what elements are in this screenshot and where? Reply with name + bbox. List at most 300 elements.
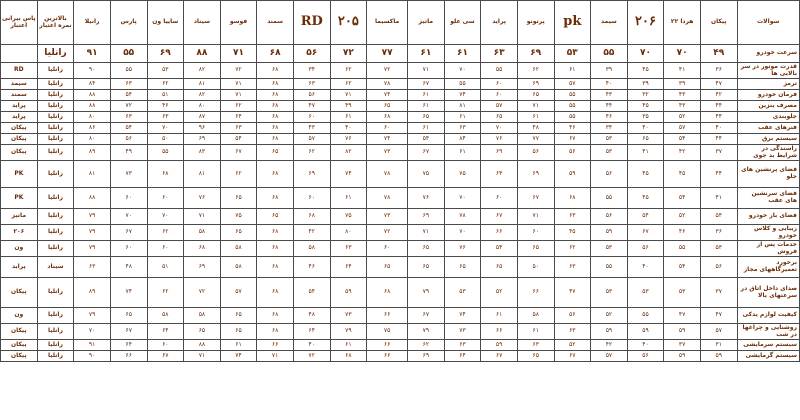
column-header: پارس [110,1,147,45]
cell-value: ۵۳ [554,45,591,63]
cell-value: ۶۵ [257,145,294,161]
best-car-cell: پراید [1,101,38,112]
cell-value: ۷۱ [257,351,294,362]
top-values-row [1,45,800,63]
cell-value: ۴۹ [330,101,367,112]
cell-value: ۳۹ [664,79,701,90]
cell-value: ۵۶ [700,257,737,278]
cell-value: ۶۹ [184,257,221,278]
cell-value: ۷۹ [408,278,445,308]
cell-value: ۶۵ [517,351,554,362]
cell-value: ۶۱ [408,101,445,112]
cell-value: ۷۲ [184,278,221,308]
cell-value: ۵۴ [700,209,737,225]
cell-value: ۵۴ [627,209,664,225]
cell-value: ۴۳ [664,101,701,112]
cell-value: ۶۸ [257,308,294,324]
cell-value: ۵۹ [627,324,664,340]
cell-value: رانلیا [37,225,74,241]
cell-value: ۴۱ [700,188,737,209]
cell-value: ۷۰ [444,225,481,241]
cell-value: ۴۸ [110,257,147,278]
cell-value: ۶۷ [408,308,445,324]
cell-value: ۶۱ [408,123,445,134]
header-row [1,1,800,45]
cell-value: ۷۹ [74,241,111,257]
cell-value: ۶۳ [444,123,481,134]
cell-value: ۷۸ [444,209,481,225]
cell-value: ۵۴ [220,134,257,145]
cell-value: ۶۹ [517,79,554,90]
cell-value: ۴۰ [330,123,367,134]
cell-value: ۳۴ [293,63,330,79]
column-header: پاس بیرانی اعتبار [1,1,38,45]
cell-value: ۶۷ [554,351,591,362]
cell-value: ۶۹ [481,145,518,161]
row-label: کیفیت لوازم یدکی [737,308,799,324]
column-header: پراید [481,1,518,45]
cell-value: ۴۵ [627,188,664,209]
cell-value: ۴۲ [664,145,701,161]
cell-value: ۷۳ [367,145,408,161]
cell-value: ۶۰ [147,241,184,257]
cell-value: ۸۲ [184,63,221,79]
cell-value: ۴۶ [554,123,591,134]
cell-value: ۳۷ [664,340,701,351]
cell-value: ۵۷ [481,101,518,112]
cell-value: ۵۴ [481,241,518,257]
cell-value: ۶۵ [444,257,481,278]
cell-value: ۶۲ [147,225,184,241]
cell-value: ۶۳ [147,112,184,123]
cell-value: ۶۵ [627,134,664,145]
cell-value [1,45,38,63]
cell-value: ۵۶ [627,241,664,257]
row-label: صدای داخل اتاق در سرعتهای بالا [737,278,799,308]
cell-value: ۷۴ [220,351,257,362]
cell-value: ۴۲ [591,340,628,351]
cell-value: ۷۰ [147,209,184,225]
cell-value: ۵۴ [110,123,147,134]
cell-value: ۵۴ [110,90,147,101]
cell-value: ۶۳ [444,340,481,351]
cell-value: ۵۳ [591,145,628,161]
cell-value: ۹۱ [74,45,111,63]
cell-value: ۵۵ [554,101,591,112]
cell-value: ۵۷ [554,79,591,90]
column-header: سی علو [444,1,481,45]
cell-value: ۷۳ [110,161,147,188]
cell-value: ۵۲ [481,278,518,308]
cell-value: ۴۸ [293,308,330,324]
cell-value: رانلیا [37,63,74,79]
cell-value: ۸۲ [184,90,221,101]
table-row [1,63,800,79]
cell-value: ۸۰ [74,134,111,145]
cell-value: ۶۵ [110,308,147,324]
cell-value: ۷۰ [481,123,518,134]
cell-value: ۵۳ [700,241,737,257]
cell-value: ۶۲ [147,278,184,308]
column-header: ماتیز [408,1,445,45]
cell-value: ۷۵ [444,161,481,188]
cell-value: ۵۶ [591,209,628,225]
cell-value: ۷۲ [110,101,147,112]
cell-value: ۶۳ [293,79,330,90]
cell-value: ۶۷ [408,145,445,161]
cell-value: ۴۴ [700,134,737,145]
cell-value: ۴۵ [554,225,591,241]
cell-value: ۷۴ [444,90,481,101]
best-car-cell: پراید [1,257,38,278]
column-header: سیناد [184,1,221,45]
cell-value: ۴۹ [110,145,147,161]
table-row [1,324,800,340]
cell-value: ۶۸ [257,257,294,278]
column-header: ۲۰۵ [330,1,367,45]
cell-value: رانلیا [37,241,74,257]
cell-value: ۵۶ [554,145,591,161]
cell-value: ۶۷ [408,79,445,90]
best-car-cell: ون [1,241,38,257]
cell-value: ۴۰ [627,340,664,351]
cell-value: ۶۸ [257,101,294,112]
cell-value: ۸۱ [184,79,221,90]
cell-value: ۶۰ [110,241,147,257]
cell-value: ۴۴ [591,101,628,112]
cell-value: رانلیا [37,45,74,63]
cell-value: ۶۴ [444,351,481,362]
column-header: pk [554,1,591,45]
cell-value: ۶۱ [330,112,367,123]
column-header: سوالات [737,1,799,45]
cell-value: ۵۵ [591,188,628,209]
cell-value: ۶۸ [257,225,294,241]
cell-value: ۵۹ [554,161,591,188]
table-row [1,90,800,101]
cell-value: ۵۳ [627,278,664,308]
cell-value: ۴۲ [293,225,330,241]
cell-value: ۷۱ [408,225,445,241]
cell-value: ۵۴ [664,257,701,278]
cell-value: ۶۵ [517,90,554,101]
row-label: فضای باز خودرو [737,209,799,225]
cell-value: ۵۳ [591,278,628,308]
cell-value: ۵۶ [293,90,330,101]
cell-value: ۶۲ [147,79,184,90]
cell-value: ۶۸ [257,161,294,188]
cell-value: ۸۱ [74,161,111,188]
cell-value: ۷۴ [330,161,367,188]
cell-value: ۶۱ [517,112,554,123]
cell-value: ۴۶ [664,225,701,241]
cell-value: ۶۹ [517,45,554,63]
cell-value: ۶۸ [330,351,367,362]
table-row [1,134,800,145]
cell-value: ۷۵ [220,209,257,225]
cell-value: ۷۰ [74,324,111,340]
cell-value: ۷۱ [184,209,221,225]
cell-value: ۴۱ [664,63,701,79]
cell-value: ۵۷ [293,134,330,145]
cell-value: ۴۶ [293,257,330,278]
cell-value: ۵۷ [664,123,701,134]
cell-value: ۵۴ [408,134,445,145]
cell-value: ۶۰ [367,123,408,134]
cell-value: ۵۶ [591,161,628,188]
cell-value: ۸۹ [74,278,111,308]
cell-value: ۶۷ [110,324,147,340]
cell-value: ۵۸ [147,308,184,324]
cell-value: رانلیا [37,324,74,340]
cell-value: ۷۴ [110,278,147,308]
cell-value: ۶۳ [517,340,554,351]
cell-value: ۷۳ [444,324,481,340]
cell-value: ۵۹ [664,324,701,340]
column-header: پیکان [700,1,737,45]
cell-value: ۶۱ [330,340,367,351]
table-row [1,241,800,257]
cell-value: ۷۰ [444,63,481,79]
cell-value: ۶۸ [257,63,294,79]
cell-value: ۵۵ [554,112,591,123]
cell-value: ۶۵ [367,257,408,278]
cell-value: ۵۲ [664,112,701,123]
cell-value: ۷۲ [367,63,408,79]
cell-value: ۶۰ [481,79,518,90]
cell-value: ۸۶ [74,123,111,134]
cell-value: ۵۴ [664,188,701,209]
cell-value: ۶۱ [444,145,481,161]
cell-value: رانلیا [37,79,74,90]
cell-value: ۷۶ [184,188,221,209]
cell-value: ۵۳ [591,241,628,257]
cell-value: ۸۱ [444,101,481,112]
row-label: فنرهای عقب [737,123,799,134]
column-header: فوسو [220,1,257,45]
cell-value: ۶۵ [481,257,518,278]
cell-value: ۷۱ [408,63,445,79]
table-body [1,63,800,362]
cell-value: ۶۵ [408,112,445,123]
cell-value: ۴۷ [700,308,737,324]
best-car-cell: ون [1,308,38,324]
cell-value: رانلیا [37,161,74,188]
table-row [1,101,800,112]
cell-value: ۵۸ [220,241,257,257]
cell-value: ۷۶ [408,188,445,209]
cell-value: ۶۰ [367,241,408,257]
cell-value: ۵۲ [664,209,701,225]
cell-value: ۶۵ [220,308,257,324]
cell-value: ۵۵ [110,45,147,63]
cell-value: ۷۸ [367,188,408,209]
cell-value: ۶۵ [257,209,294,225]
cell-value: ۵۸ [517,308,554,324]
cell-value: ۶۶ [367,340,408,351]
cell-value: ۵۲ [591,308,628,324]
cell-value: ۴۵ [627,63,664,79]
cell-value: ۳۵ [627,112,664,123]
cell-value: ۹۰ [74,63,111,79]
cell-value: ۳۱ [700,340,737,351]
cell-value: ۵۶ [517,145,554,161]
cell-value: ۴۶ [591,112,628,123]
row-label: فرمان خودرو [737,90,799,101]
cell-value: ۵۶ [554,308,591,324]
cell-value: ۴۸ [517,123,554,134]
cell-value: ۶۸ [257,241,294,257]
cell-value: ۴۶ [147,101,184,112]
cell-value: ۴۳ [591,90,628,101]
cell-value: ۳۶ [700,225,737,241]
cell-value: ۴۳ [664,90,701,101]
cell-value: ۴۰ [700,123,737,134]
cell-value: ۴۷ [554,278,591,308]
cell-value: سیناد [37,257,74,278]
cell-value: ۶۱ [481,308,518,324]
cell-value: ۶۷ [220,145,257,161]
cell-value: ۶۵ [408,257,445,278]
cell-value: ۶۵ [517,241,554,257]
cell-value: ۷۳ [367,209,408,225]
cell-value: ۵۴ [664,134,701,145]
cell-value: ۶۱ [554,63,591,79]
cell-value: ۶۸ [367,278,408,308]
cell-value: ۶۸ [184,241,221,257]
table-row [1,351,800,362]
best-car-cell: پیکان [1,123,38,134]
cell-value: ۶۶ [481,225,518,241]
cell-value: ۳۶ [700,63,737,79]
cell-value: ۶۸ [257,79,294,90]
cell-value: ۷۹ [408,324,445,340]
row-label: راسندگی در شرایط بد جوی [737,145,799,161]
cell-value: ۶۰ [293,112,330,123]
cell-value: ۸۰ [184,101,221,112]
cell-value: ۵۱ [147,90,184,101]
column-header: پرتونو [517,1,554,45]
cell-value: ۵۶ [293,45,330,63]
cell-value: ۷۱ [220,90,257,101]
cell-value: ۶۹ [408,351,445,362]
cell-value: ۷۰ [664,45,701,63]
cell-value: ۷۱ [517,101,554,112]
cell-value: ۷۴ [367,90,408,101]
cell-value: ۷۹ [74,225,111,241]
row-label: سیستم گرمایشی [737,351,799,362]
table-row [1,145,800,161]
row-label: روشنایی و چراغها در شب [737,324,799,340]
cell-value: ۷۰ [147,123,184,134]
cell-value: ۶۸ [554,188,591,209]
cell-value: ۶۹ [517,161,554,188]
cell-value: ۵۵ [591,257,628,278]
cell-value: ۵۵ [110,63,147,79]
best-car-cell: پیکان [1,340,38,351]
cell-value: ۶۸ [257,123,294,134]
cell-value: ۵۰ [517,257,554,278]
cell-value: ۷۴ [367,134,408,145]
best-car-cell: پیکان [1,351,38,362]
cell-value: ۳۷ [700,278,737,308]
cell-value: رانلیا [37,209,74,225]
row-label: سرعت خودرو [737,45,799,63]
cell-value: رانلیا [37,90,74,101]
column-header: ۲۰۶ [627,1,664,45]
cell-value: ۶۶ [110,351,147,362]
cell-value: ۵۶ [110,134,147,145]
cell-value: ۶۳ [110,79,147,90]
cell-value: ۶۱ [220,340,257,351]
cell-value: ۶۷ [481,351,518,362]
table-row [1,278,800,308]
row-label: جلوبندی [737,112,799,123]
cell-value: ۶۹ [293,161,330,188]
cell-value: ۹۱ [74,340,111,351]
cell-value: ۶۲ [220,161,257,188]
cell-value: رانلیا [37,123,74,134]
cell-value: ۶۰ [147,188,184,209]
cell-value: ۴۵ [664,161,701,188]
cell-value: ۵۸ [220,257,257,278]
best-car-cell: RD [1,63,38,79]
cell-value: ۷۴ [444,308,481,324]
cell-value: ۴۳ [293,123,330,134]
cell-value: ۶۴ [147,324,184,340]
cell-value: ۶۲ [330,63,367,79]
best-car-cell: پیکان [1,145,38,161]
cell-value: رانلیا [37,134,74,145]
row-label: سیستم برق [737,134,799,145]
cell-value: ۷۱ [517,209,554,225]
cell-value: ۵۵ [481,63,518,79]
cell-value: ۶۰ [517,225,554,241]
cell-value: ۴۵ [627,101,664,112]
table-row [1,340,800,351]
cell-value: ۶۵ [220,225,257,241]
cell-value: ۵۸ [184,308,221,324]
cell-value: ۶۰ [293,188,330,209]
row-label: خدمات پس از فروش [737,241,799,257]
cell-value: ۶۵ [220,324,257,340]
cell-value: ۷۷ [367,45,408,63]
table-row [1,225,800,241]
cell-value: ۵۷ [700,324,737,340]
cell-value: ۵۵ [591,45,628,63]
cell-value: ۴۰ [591,79,628,90]
cell-value: ۴۰ [627,123,664,134]
row-label: قدرت موتور در سر بالایی ها [737,63,799,79]
cell-value: ۶۰ [147,340,184,351]
cell-value: ۶۴ [330,257,367,278]
cell-value: ۶۰ [481,188,518,209]
cell-value: ۵۳ [147,63,184,79]
cell-value: ۶۸ [367,112,408,123]
cell-value: ۷۸ [367,161,408,188]
cell-value: ۹۰ [74,351,111,362]
cell-value: ۶۶ [517,278,554,308]
cell-value: ۴۴ [700,112,737,123]
cell-value: ۶۸ [257,134,294,145]
cell-value: ۸۸ [74,188,111,209]
cell-value: ۵۵ [444,79,481,90]
cell-value: رانلیا [37,278,74,308]
cell-value: رانلیا [37,188,74,209]
cell-value: ۳۹ [591,63,628,79]
cell-value: ۶۷ [554,134,591,145]
table-row [1,209,800,225]
